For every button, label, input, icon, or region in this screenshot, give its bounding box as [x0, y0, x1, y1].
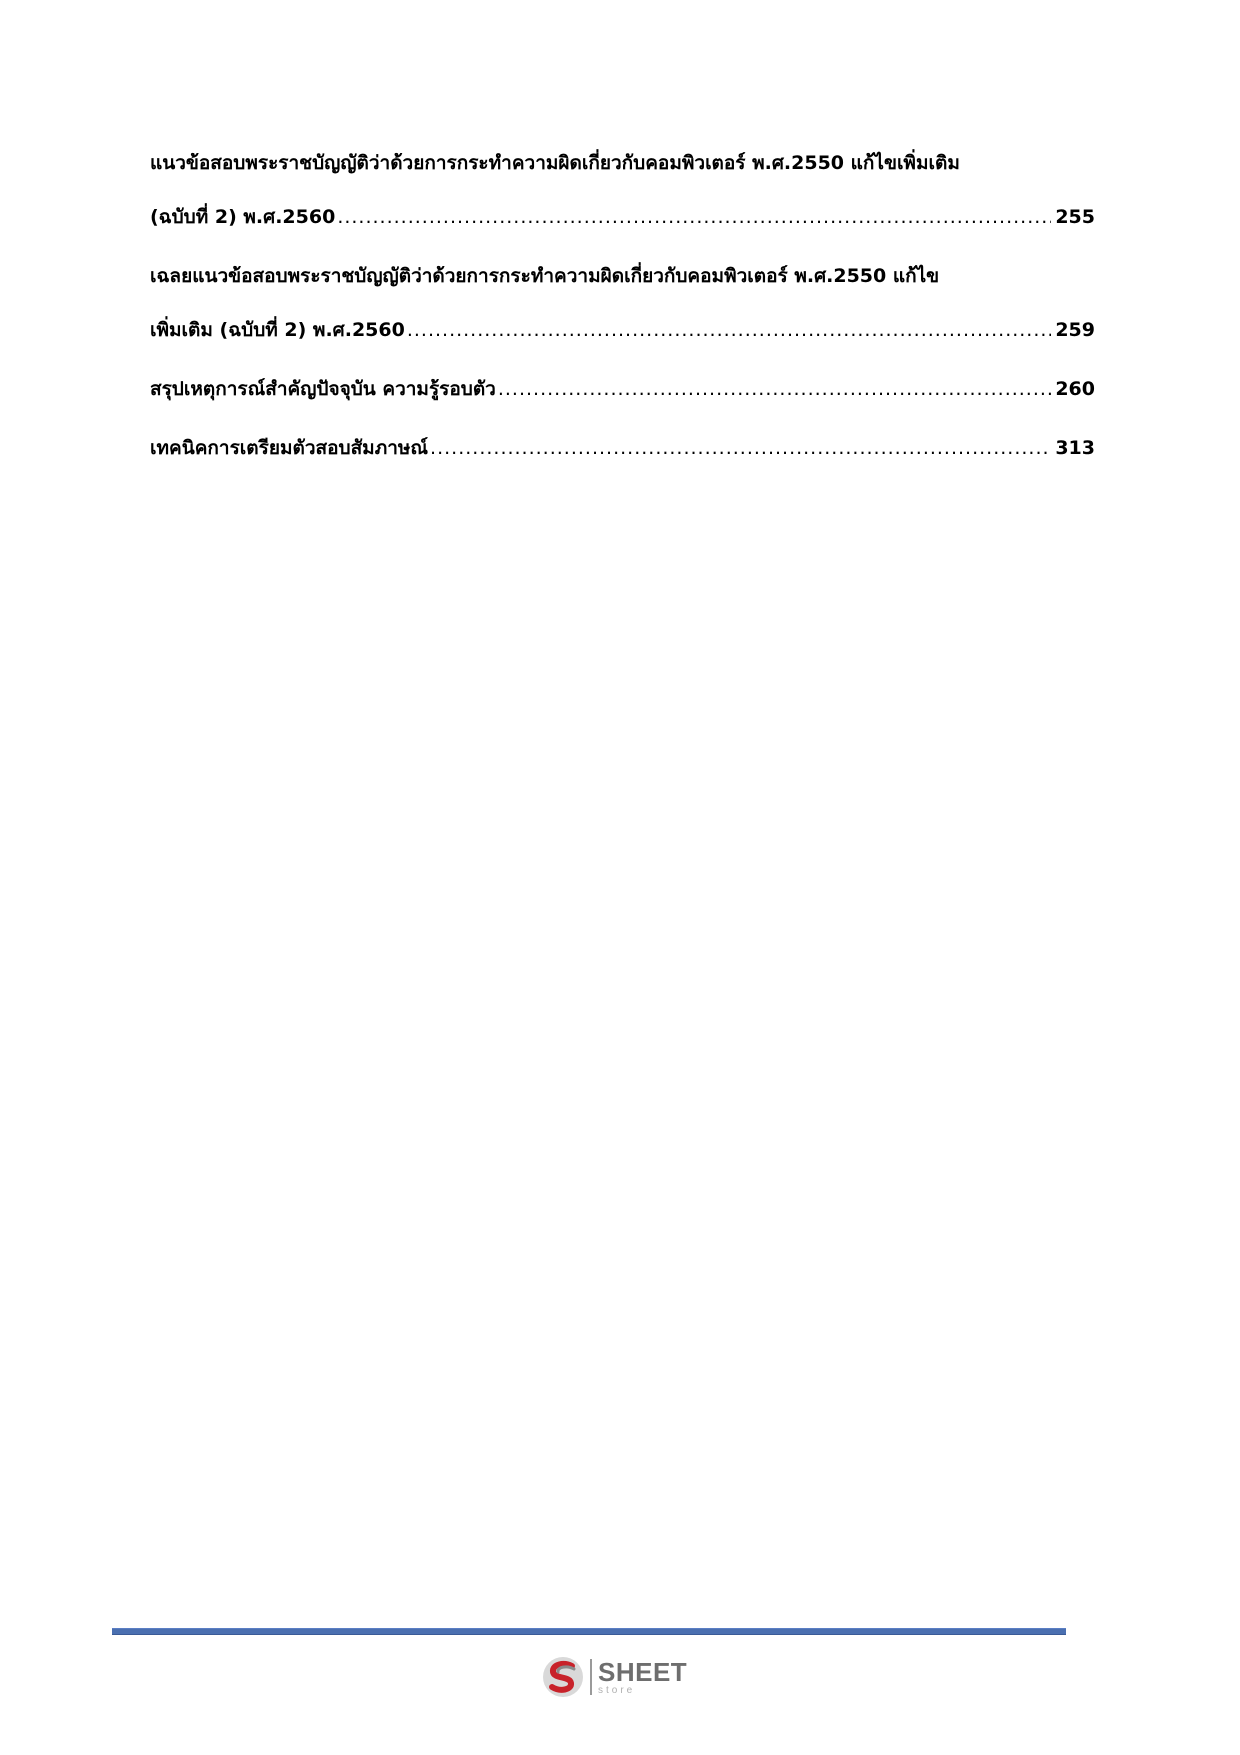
- dot-leader: [407, 317, 1052, 343]
- toc-entry[interactable]: [150, 150, 1095, 230]
- footer-divider: [112, 1628, 1066, 1635]
- toc-entry-title: แนวข้อสอบพระราชบัญญัติว่าด้วยการกระทำความผิดเกี่ยวกับคอมพิวเตอร์ พ.ศ.2550 แก้ไขเพิ่มเติม: [150, 152, 960, 174]
- toc-page-number: 313: [1055, 437, 1095, 459]
- toc-entry-title: เฉลยแนวข้อสอบพระราชบัญญัติว่าด้วยการกระทำความผิดเกี่ยวกับคอมพิวเตอร์ พ.ศ.2550 แก้ไข: [150, 265, 940, 287]
- toc-entry-title-continued: (ฉบับที่ 2) พ.ศ.2560: [150, 206, 336, 228]
- logo-subtitle: store: [598, 1684, 636, 1696]
- logo-wordmark: [598, 1656, 688, 1696]
- toc-entry-leader-line: [150, 376, 1095, 402]
- toc-entry-leader-line: [150, 204, 1095, 230]
- toc-entry[interactable]: [150, 263, 1095, 343]
- toc-entry-title: เทคนิคการเตรียมตัวสอบสัมภาษณ์: [150, 437, 429, 459]
- dot-leader: [498, 376, 1051, 402]
- toc-entry-title: สรุปเหตุการณ์สำคัญปัจจุบัน ความรู้รอบตัว: [150, 378, 496, 400]
- sheet-store-s-logo-icon: [540, 1654, 586, 1700]
- logo-divider: [590, 1659, 592, 1695]
- toc-entry[interactable]: [150, 435, 1095, 461]
- toc-entry[interactable]: [150, 376, 1095, 402]
- table-of-contents: [150, 150, 1095, 461]
- dot-leader: [337, 204, 1051, 230]
- dot-leader: [430, 435, 1051, 461]
- toc-entry-leader-line: [150, 435, 1095, 461]
- toc-entry-leader-line: [150, 317, 1095, 343]
- sheet-store-logo: [540, 1652, 687, 1702]
- toc-page-number: 260: [1055, 378, 1095, 400]
- logo-name: SHEET: [598, 1656, 688, 1687]
- toc-entry-title-continued: เพิ่มเติม (ฉบับที่ 2) พ.ศ.2560: [150, 319, 405, 341]
- toc-page-number: 259: [1055, 319, 1095, 341]
- toc-page-number: 255: [1055, 206, 1095, 228]
